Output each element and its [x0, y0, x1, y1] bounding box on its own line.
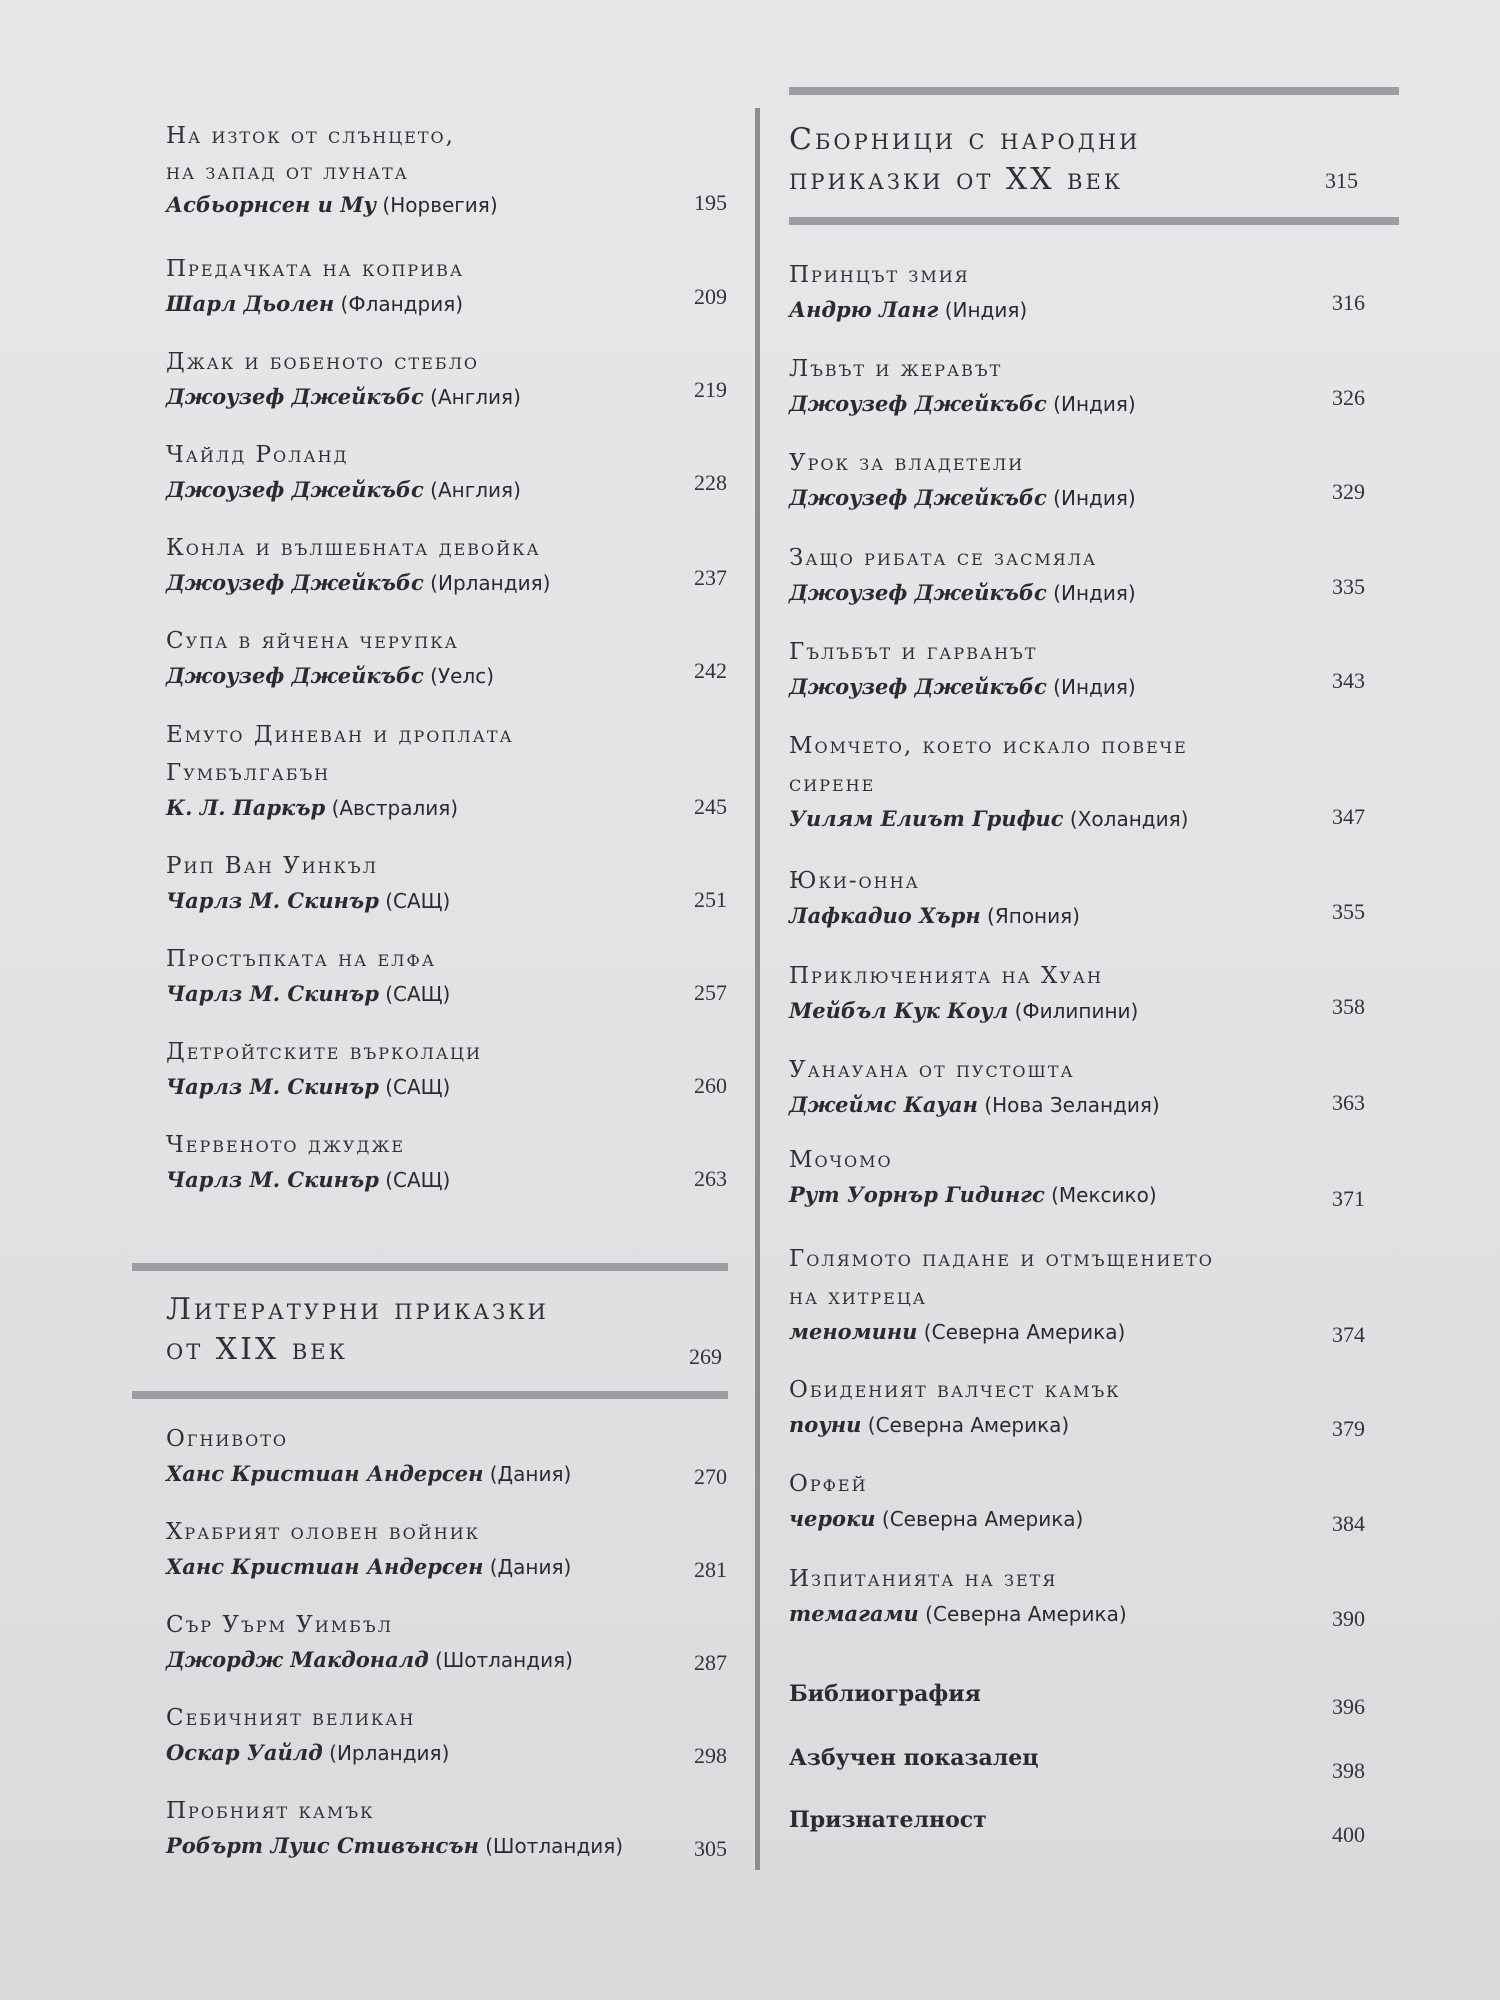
- toc-entry: [789, 256, 1027, 326]
- toc-entry: [789, 1240, 1214, 1348]
- author-name: Ханс Кристиан Андерсен: [166, 1554, 484, 1579]
- toc-entry: [789, 350, 1136, 420]
- entry-title-line2: на хитреца: [789, 1284, 927, 1310]
- entry-title: На изток от слънцето,: [166, 123, 455, 149]
- author-name: Джоузеф Джейкъбс: [166, 570, 424, 595]
- entry-author-line: [166, 1071, 482, 1103]
- author-country: (Дания): [483, 1555, 572, 1579]
- page-number: 316: [1332, 290, 1365, 315]
- toc-entry: [789, 1141, 1157, 1211]
- toc-entry: [166, 716, 514, 824]
- author-name: Джоузеф Джейкъбс: [166, 663, 424, 688]
- author-country: (Индия): [1046, 581, 1136, 605]
- author-name: Джоузеф Джейкъбс: [166, 477, 424, 502]
- author-country: (Ирландия): [423, 571, 551, 595]
- entry-title: Гълъбът и гарванът: [789, 639, 1038, 665]
- author-name: Ханс Кристиан Андерсен: [166, 1461, 484, 1486]
- toc-entry: [789, 444, 1136, 514]
- author-country: (Филипини): [1008, 999, 1139, 1023]
- entry-author-line: [166, 1830, 623, 1862]
- section-title: [166, 1290, 549, 1370]
- entry-author-line: [166, 792, 514, 824]
- entry-title: Момчето, което искало повече: [789, 733, 1188, 759]
- entry-author-line: [166, 978, 450, 1010]
- author-country: (Холандия): [1063, 807, 1189, 831]
- entry-author-line: [166, 660, 494, 692]
- toc-entry: [789, 1560, 1127, 1630]
- entry-author-line: [166, 1551, 571, 1583]
- toc-entry: [789, 539, 1136, 609]
- entry-author-line: [166, 288, 464, 320]
- index-label: Азбучен показалец: [789, 1745, 1039, 1771]
- page-number: 347: [1332, 804, 1365, 829]
- page-number: 257: [694, 980, 727, 1005]
- author-country: (Австралия): [325, 796, 459, 820]
- section-rule-bottom: [132, 1391, 728, 1399]
- entry-title: Червеното джудже: [166, 1132, 406, 1158]
- author-name: Шарл Дьолен: [166, 291, 335, 316]
- author-name: Джоузеф Джейкъбс: [166, 384, 424, 409]
- toc-entry: [166, 1513, 571, 1583]
- toc-entry: [166, 1033, 482, 1103]
- page-number: 400: [1332, 1822, 1365, 1847]
- entry-title: Защо рибата се засмяла: [789, 545, 1098, 571]
- author-country: (Дания): [483, 1462, 572, 1486]
- entry-author-line: [166, 1164, 450, 1196]
- toc-entry: [166, 1126, 450, 1196]
- page-number: 281: [694, 1557, 727, 1582]
- bibliography-label: Библиография: [789, 1681, 981, 1707]
- entry-author-line: [789, 1598, 1127, 1630]
- page-number: 305: [694, 1836, 727, 1861]
- entry-author-line: [789, 1179, 1157, 1211]
- acknowledgements-label: Признателност: [789, 1807, 987, 1833]
- page-number: 209: [694, 284, 727, 309]
- entry-author-line: [166, 381, 521, 413]
- page-number: 237: [694, 565, 727, 590]
- entry-title: Чайлд Роланд: [166, 442, 349, 468]
- page-number: 343: [1332, 668, 1365, 693]
- author-country: (САЩ): [378, 1168, 451, 1192]
- entry-title: Джак и бобеното стебло: [166, 349, 480, 375]
- author-country: (Шотландия): [428, 1648, 573, 1672]
- page-number: 219: [694, 377, 727, 402]
- author-name: Чарлз М. Скинър: [166, 981, 379, 1006]
- entry-author-line: [166, 567, 550, 599]
- page-number: 355: [1332, 899, 1365, 924]
- author-country: (Мексико): [1044, 1183, 1157, 1207]
- author-country: (Норвегия): [376, 193, 498, 217]
- author-name: Асбьорнсен и Му: [166, 192, 377, 217]
- page-number: 298: [694, 1743, 727, 1768]
- author-country: (САЩ): [378, 1075, 451, 1099]
- author-country: (Шотландия): [478, 1834, 624, 1858]
- entry-author-line: [789, 671, 1136, 703]
- author-name: меномини: [789, 1319, 918, 1344]
- author-name: К. Л. Паркър: [166, 795, 326, 820]
- entry-title: Предачката на коприва: [166, 256, 465, 282]
- entry-author-line: [166, 1458, 571, 1490]
- author-name: Чарлз М. Скинър: [166, 888, 379, 913]
- author-country: (Уелс): [423, 664, 495, 688]
- section-rule-bottom: [789, 217, 1399, 225]
- author-country: (САЩ): [378, 982, 451, 1006]
- toc-entry: [166, 343, 521, 413]
- entry-title: Емуто Диневан и дроплата: [166, 722, 514, 748]
- section-page-number: 269: [689, 1344, 722, 1369]
- section-rule-top: [132, 1263, 728, 1271]
- toc-entry: [166, 940, 450, 1010]
- entry-author-line: [166, 1737, 449, 1769]
- toc-entry: [166, 436, 521, 506]
- author-name: Джоузеф Джейкъбс: [789, 391, 1047, 416]
- author-name: Робърт Луис Стивънсън: [166, 1833, 479, 1858]
- page-number: 251: [694, 887, 727, 912]
- author-name: Джоузеф Джейкъбс: [789, 580, 1047, 605]
- section-title-line2: от XIX век: [166, 1332, 348, 1367]
- entry-title: Мочомо: [789, 1147, 893, 1173]
- toc-entry: [166, 529, 550, 599]
- entry-title: Обиденият валчест камък: [789, 1377, 1121, 1403]
- page-number: 358: [1332, 994, 1365, 1019]
- entry-title: Орфей: [789, 1471, 868, 1497]
- entry-title: Храбрият оловен войник: [166, 1519, 481, 1545]
- entry-title: Голямото падане и отмъщението: [789, 1246, 1214, 1272]
- page-number: 260: [694, 1073, 727, 1098]
- toc-entry: [789, 1465, 1083, 1535]
- entry-title: Себичният великан: [166, 1705, 416, 1731]
- author-country: (Англия): [423, 478, 521, 502]
- author-country: (Япония): [980, 904, 1080, 928]
- page-number: 374: [1332, 1322, 1365, 1347]
- entry-author-line: [166, 885, 450, 917]
- author-name: Джоузеф Джейкъбс: [789, 485, 1047, 510]
- author-name: Рут Уорнър Гидингс: [789, 1182, 1045, 1207]
- author-country: (САЩ): [378, 889, 451, 913]
- section-title-line1: Сборници с народни: [789, 122, 1141, 157]
- entry-title: Огнивото: [166, 1426, 289, 1452]
- toc-entry: [789, 633, 1136, 703]
- page-number: 396: [1332, 1694, 1365, 1719]
- entry-author-line: [789, 388, 1136, 420]
- entry-author-line: [789, 803, 1188, 835]
- entry-title-line2: сирене: [789, 771, 876, 797]
- page-number: 195: [694, 190, 727, 215]
- author-country: (Северна Америка): [917, 1320, 1126, 1344]
- author-country: (Северна Америка): [875, 1507, 1084, 1531]
- page-number: 228: [694, 470, 727, 495]
- author-country: (Ирландия): [322, 1741, 450, 1765]
- page-number: 329: [1332, 479, 1365, 504]
- entry-title: Детройтските върколаци: [166, 1039, 482, 1065]
- entry-author-line: [789, 294, 1027, 326]
- entry-author-line: [789, 1316, 1214, 1348]
- toc-entry: [166, 1420, 571, 1490]
- entry-author-line: [789, 1089, 1160, 1121]
- entry-author-line: [789, 577, 1136, 609]
- page-number: 384: [1332, 1511, 1365, 1536]
- toc-entry: [166, 1606, 573, 1676]
- page-number: 287: [694, 1650, 727, 1675]
- page-number: 390: [1332, 1606, 1365, 1631]
- column-divider: [755, 108, 760, 1870]
- entry-title: Сър Уърм Уимбъл: [166, 1612, 393, 1638]
- author-country: (Англия): [423, 385, 521, 409]
- entry-title: Лъвът и жеравът: [789, 356, 1003, 382]
- author-country: (Индия): [1046, 675, 1136, 699]
- entry-title: Изпитанията на зетя: [789, 1566, 1058, 1592]
- author-country: (Северна Америка): [918, 1602, 1127, 1626]
- section-title-line1: Литературни приказки: [166, 1292, 549, 1327]
- author-country: (Нова Зеландия): [977, 1093, 1160, 1117]
- author-name: Андрю Ланг: [789, 297, 939, 322]
- toc-entry: [166, 622, 494, 692]
- entry-author-line: [789, 995, 1138, 1027]
- toc-entry: [789, 862, 1080, 932]
- entry-author-line: [789, 1503, 1083, 1535]
- page-number: 242: [694, 658, 727, 683]
- author-country: (Северна Америка): [861, 1413, 1070, 1437]
- page-number: 245: [694, 794, 727, 819]
- page-number: 263: [694, 1166, 727, 1191]
- author-country: (Фландрия): [334, 292, 464, 316]
- section-title: [789, 120, 1140, 200]
- page-number: 270: [694, 1464, 727, 1489]
- toc-entry: [789, 957, 1138, 1027]
- author-country: (Индия): [1046, 486, 1136, 510]
- entry-title-line2: Гумбългабън: [166, 760, 331, 786]
- entry-author-line: [789, 482, 1136, 514]
- entry-author-line: [166, 1644, 573, 1676]
- section-title-line2: приказки от XX век: [789, 162, 1124, 197]
- toc-entry: [166, 1792, 623, 1862]
- toc-entry: [166, 250, 464, 320]
- page-number: 371: [1332, 1186, 1365, 1211]
- author-country: (Индия): [938, 298, 1028, 322]
- author-name: Лафкадио Хърн: [789, 903, 981, 928]
- author-name: Уилям Елиът Грифис: [789, 806, 1064, 831]
- entry-title: Приключенията на Хуан: [789, 963, 1103, 989]
- author-name: Мейбъл Кук Коул: [789, 998, 1009, 1023]
- toc-entry: [166, 117, 498, 221]
- section-page-number: 315: [1325, 168, 1358, 193]
- entry-title: Простъпката на елфа: [166, 946, 436, 972]
- entry-author-line: [166, 189, 498, 221]
- toc-entry: [789, 1051, 1160, 1121]
- author-name: темагами: [789, 1601, 919, 1626]
- entry-author-line: [789, 1409, 1121, 1441]
- page-number: 363: [1332, 1090, 1365, 1115]
- entry-title: Уанауана от пустошта: [789, 1057, 1075, 1083]
- section-rule-top: [789, 87, 1399, 95]
- page-number: 398: [1332, 1758, 1365, 1783]
- author-name: Джордж Макдоналд: [166, 1647, 429, 1672]
- author-name: поуни: [789, 1412, 862, 1437]
- toc-entry: [789, 727, 1188, 835]
- author-name: Чарлз М. Скинър: [166, 1167, 379, 1192]
- entry-title: Урок за владетели: [789, 450, 1025, 476]
- entry-title: Юки-онна: [789, 868, 920, 894]
- page-number: 326: [1332, 385, 1365, 410]
- entry-title-line2: на запад от луната: [166, 159, 409, 185]
- entry-title: Рип Ван Уинкъл: [166, 853, 378, 879]
- toc-entry: [789, 1371, 1121, 1441]
- author-country: (Индия): [1046, 392, 1136, 416]
- entry-title: Пробният камък: [166, 1798, 375, 1824]
- entry-title: Конла и вълшебната девойка: [166, 535, 541, 561]
- toc-entry: [166, 1699, 449, 1769]
- page-number: 335: [1332, 574, 1365, 599]
- entry-title: Принцът змия: [789, 262, 970, 288]
- entry-title: Супа в яйчена черупка: [166, 628, 459, 654]
- entry-author-line: [166, 474, 521, 506]
- author-name: Джеймс Кауан: [789, 1092, 978, 1117]
- author-name: Чарлз М. Скинър: [166, 1074, 379, 1099]
- author-name: Оскар Уайлд: [166, 1740, 323, 1765]
- toc-entry: [166, 847, 450, 917]
- author-name: Джоузеф Джейкъбс: [789, 674, 1047, 699]
- page-number: 379: [1332, 1416, 1365, 1441]
- entry-author-line: [789, 900, 1080, 932]
- author-name: чероки: [789, 1506, 876, 1531]
